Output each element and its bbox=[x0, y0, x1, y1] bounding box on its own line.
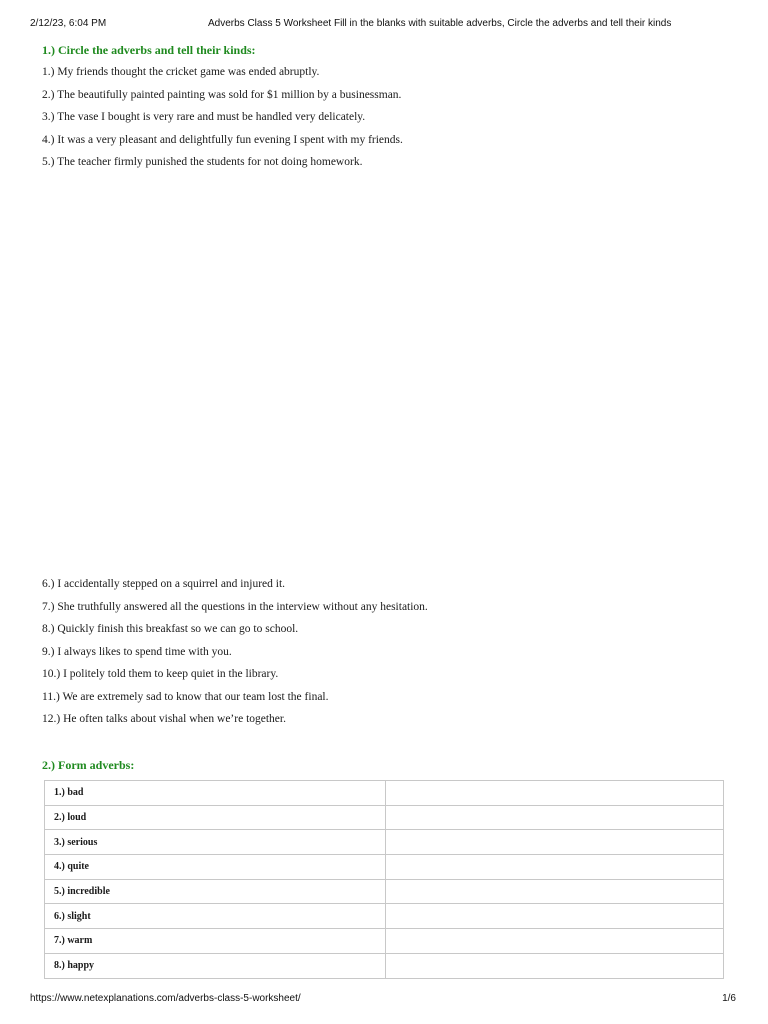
table-row bbox=[45, 830, 724, 855]
page-number: 1/6 bbox=[722, 993, 736, 1004]
print-footer bbox=[30, 993, 736, 1007]
answer-cell bbox=[386, 781, 724, 806]
adverb-root-word: 5.) incredible bbox=[45, 879, 386, 904]
answer-cell bbox=[386, 830, 724, 855]
table-row bbox=[45, 781, 724, 806]
adverb-root-word: 8.) happy bbox=[45, 953, 386, 978]
question-item: 11.) We are extremely sad to know that our team lost the final. bbox=[42, 690, 329, 703]
question-item: 2.) The beautifully painted painting was sold for $1 million by a businessman. bbox=[42, 88, 402, 101]
adverb-root-word: 2.) loud bbox=[45, 805, 386, 830]
table-row bbox=[45, 929, 724, 954]
table-row bbox=[45, 855, 724, 880]
print-page-title: Adverbs Class 5 Worksheet Fill in the blanks with suitable adverbs, Circle the adverbs and tell their kinds bbox=[208, 18, 672, 29]
question-item: 9.) I always likes to spend time with you. bbox=[42, 645, 232, 658]
section1-question-list-part2 bbox=[42, 573, 428, 731]
adverb-root-word: 3.) serious bbox=[45, 830, 386, 855]
question-item: 8.) Quickly finish this breakfast so we can go to school. bbox=[42, 623, 299, 635]
print-footer-url: https://www.netexplanations.com/adverbs-class-5-worksheet/ bbox=[30, 993, 301, 1004]
answer-cell bbox=[386, 953, 724, 978]
adverb-root-word: 7.) warm bbox=[45, 929, 386, 954]
print-header bbox=[30, 18, 738, 32]
adverb-root-word: 1.) bad bbox=[45, 781, 386, 806]
form-adverbs-table bbox=[44, 780, 724, 979]
answer-cell bbox=[386, 879, 724, 904]
answer-cell bbox=[386, 904, 724, 929]
table-row bbox=[45, 805, 724, 830]
question-item: 1.) My friends thought the cricket game was ended abruptly. bbox=[42, 66, 320, 78]
table-row bbox=[45, 879, 724, 904]
section2-heading: 2.) Form adverbs: bbox=[42, 758, 135, 772]
print-datetime: 2/12/23, 6:04 PM bbox=[30, 18, 107, 29]
question-item: 7.) She truthfully answered all the questions in the interview without any hesitation. bbox=[42, 600, 428, 613]
table-row bbox=[45, 904, 724, 929]
answer-cell bbox=[386, 929, 724, 954]
answer-cell bbox=[386, 855, 724, 880]
question-item: 10.) I politely told them to keep quiet in the library. bbox=[42, 668, 279, 680]
question-item: 6.) I accidentally stepped on a squirrel and injured it. bbox=[42, 578, 286, 590]
question-item: 12.) He often talks about vishal when we’re together. bbox=[42, 713, 286, 725]
section1-heading: 1.) Circle the adverbs and tell their kinds: bbox=[42, 43, 256, 57]
table-row bbox=[45, 953, 724, 978]
question-item: 3.) The vase I bought is very rare and must be handled very delicately. bbox=[42, 111, 366, 123]
answer-cell bbox=[386, 805, 724, 830]
question-item: 5.) The teacher firmly punished the students for not doing homework. bbox=[42, 156, 363, 168]
section1-question-list-part1 bbox=[42, 61, 403, 174]
adverb-root-word: 4.) quite bbox=[45, 855, 386, 880]
question-item: 4.) It was a very pleasant and delightfully fun evening I spent with my friends. bbox=[42, 133, 403, 146]
adverb-root-word: 6.) slight bbox=[45, 904, 386, 929]
